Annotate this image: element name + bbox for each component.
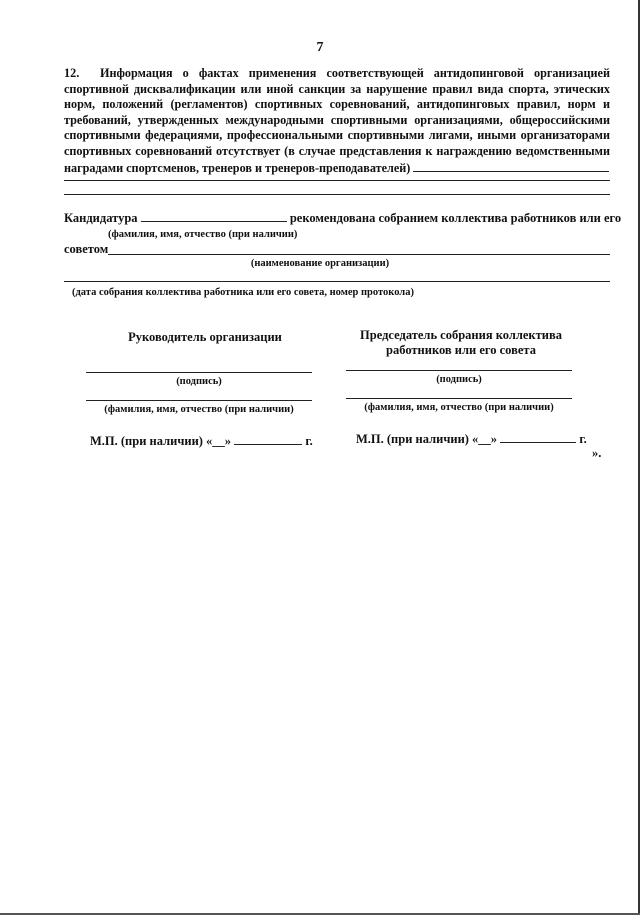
candidacy-label: Кандидатура: [64, 211, 138, 225]
item-12-text: Информация о фактах применения соответствующей антидопинговой организацией спортивной дисквалификации или иной санкции за нарушение правил вида спорта, этических норм, положений (регламентов) спортивных соревнований, антидопинговых правил, норм и требований, утвержденных международными спортивными организациями, общероссийскими спортивными федерациями, профессиональными спортивными лигами, иными организаторами спортивных соревнований отсутствует (в случае представления к награждению ведомственными наградами спортсменов, тренеров и тренеров-преподавателей): [64, 66, 610, 175]
chair-year: г.: [579, 432, 587, 446]
item-12-blank-line-2[interactable]: [64, 194, 610, 195]
closing-quote-mark: ».: [592, 446, 602, 460]
chair-title-line2: работников или его совета: [386, 343, 536, 357]
candidacy-text: рекомендована собранием коллектива работников или его: [289, 211, 622, 225]
head-signature-caption: (подпись): [176, 376, 222, 387]
candidate-fio-caption: (фамилия, имя, отчество (при наличии): [108, 229, 298, 240]
council-label: советом: [64, 242, 109, 256]
meeting-date-field[interactable]: [64, 281, 610, 282]
organization-name-field[interactable]: [108, 254, 610, 255]
candidacy-line: [64, 210, 621, 226]
chair-fio-caption: (фамилия, имя, отчество (при наличии): [364, 402, 554, 413]
chair-mp-text: М.П. (при наличии) «__»: [356, 432, 498, 446]
item-12-fill-line[interactable]: [413, 160, 609, 172]
chair-stamp-line: [356, 431, 587, 447]
item-12-number: 12.: [64, 66, 80, 80]
meeting-date-caption: (дата собрания коллектива работника или его совета, номер протокола): [72, 287, 414, 298]
head-signature-field[interactable]: [86, 372, 312, 373]
chair-date-field[interactable]: [500, 431, 576, 443]
chair-title-line1: Председатель собрания коллектива: [360, 328, 562, 342]
chair-signature-caption: (подпись): [436, 374, 482, 385]
head-year: г.: [305, 434, 313, 448]
head-stamp-line: [90, 433, 313, 449]
head-fio-field[interactable]: [86, 400, 312, 401]
head-mp-text: М.П. (при наличии) «__»: [90, 434, 232, 448]
head-title: Руководитель организации: [128, 330, 282, 344]
chair-signature-field[interactable]: [346, 370, 572, 371]
candidate-name-field[interactable]: [141, 210, 287, 222]
item-12-paragraph: [64, 66, 610, 176]
chair-fio-field[interactable]: [346, 398, 572, 399]
head-date-field[interactable]: [234, 433, 302, 445]
organization-caption: (наименование организации): [250, 258, 390, 269]
item-12-blank-line-1[interactable]: [64, 180, 610, 181]
head-fio-caption: (фамилия, имя, отчество (при наличии): [104, 404, 294, 415]
page-number: 7: [316, 40, 324, 55]
